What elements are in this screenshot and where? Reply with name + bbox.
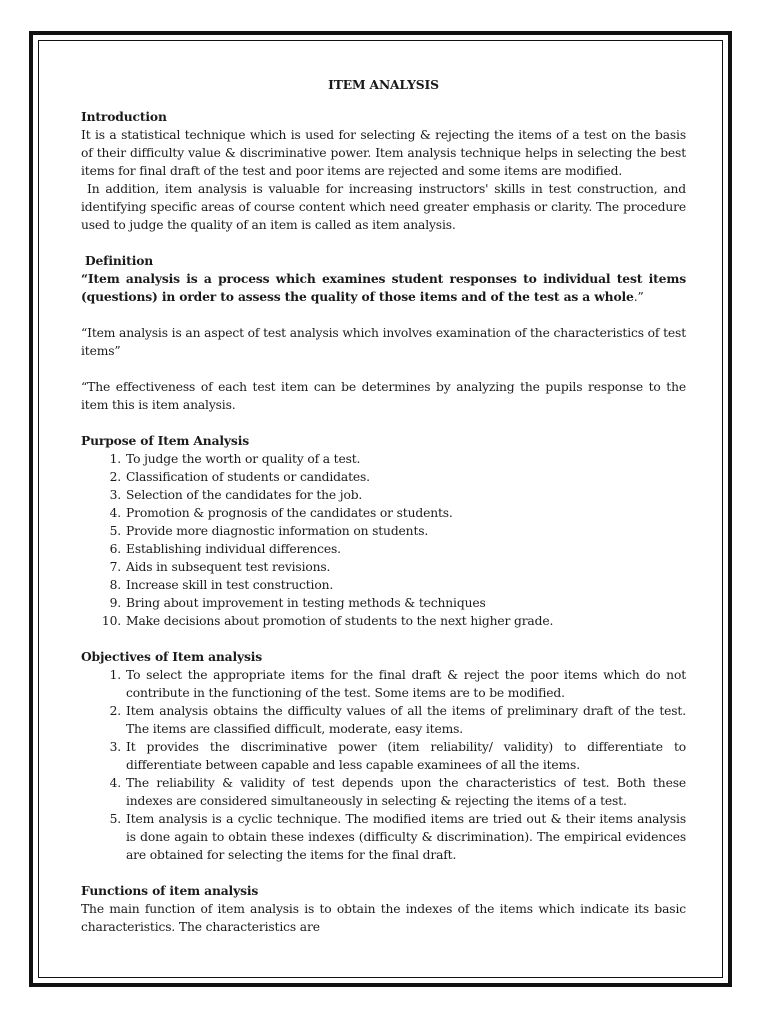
list-item: 3. It provides the discriminative power (item reliability/ validity) to differentiate to differentiate between capable and less capable examinees of all the items. <box>109 740 686 772</box>
introduction-paragraph-1: It is a statistical technique which is used for selecting & rejecting the items of a test on the basis of their difficulty value & discriminative power. Item analysis technique helps in selecting the best items for final draft of the test and poor items are rejected and some items are modified. <box>81 128 686 178</box>
list-item: 1. To select the appropriate items for the final draft & reject the poor items which do not contribute in the functioning of the test. Some items are to be modified. <box>109 668 686 700</box>
list-item: 8. Increase skill in test construction. <box>109 578 334 592</box>
document-title: ITEM ANALYSIS <box>328 77 439 92</box>
list-item: 7. Aids in subsequent test revisions. <box>109 560 331 574</box>
document-body <box>81 76 686 936</box>
objectives-list <box>81 666 686 864</box>
list-item: 2. Classification of students or candidates. <box>109 470 370 484</box>
functions-heading: Functions of item analysis <box>81 883 259 898</box>
functions-paragraph: The main function of item analysis is to obtain the indexes of the items which indicate its basic characteristics. The characteristics are <box>81 902 686 934</box>
definition-quote-3: “The effectiveness of each test item can be determines by analyzing the pupils response to the item this is item analysis. <box>81 380 686 412</box>
list-item: 5. Provide more diagnostic information on students. <box>109 524 429 538</box>
definition-heading: Definition <box>85 253 154 268</box>
purpose-list <box>81 450 686 630</box>
list-item: 4. The reliability & validity of test depends upon the characteristics of test. Both these indexes are considered simultaneously in selecting & rejecting the items of a test. <box>109 776 686 808</box>
definition-quote-1-text: “Item analysis is a process which examines student responses to individual test items (questions) in order to assess the quality of those items and of the test as a whole <box>81 271 686 304</box>
list-item: 2. Item analysis obtains the difficulty values of all the items of preliminary draft of the test. The items are classified difficult, moderate, easy items. <box>109 704 686 736</box>
list-item: 4. Promotion & prognosis of the candidates or students. <box>109 506 453 520</box>
list-item: 9. Bring about improvement in testing methods & techniques <box>109 596 486 610</box>
introduction-paragraph-2: In addition, item analysis is valuable for increasing instructors' skills in test construction, and identifying specific areas of course content which need greater emphasis or clarity. The procedure used to judge the quality of an item is called as item analysis. <box>81 182 686 232</box>
list-item: 6. Establishing individual differences. <box>109 542 341 556</box>
list-item: 3. Selection of the candidates for the job. <box>109 488 363 502</box>
list-item: 10. Make decisions about promotion of students to the next higher grade. <box>101 614 554 628</box>
list-item: 5. Item analysis is a cyclic technique. The modified items are tried out & their items analysis is done again to obtain these indexes (difficulty & discrimination). The empirical evidences are obtained for selecting the items for the final draft. <box>109 812 686 862</box>
definition-quote-1-end: .” <box>633 290 644 304</box>
definition-quote-1 <box>81 270 686 306</box>
objectives-heading: Objectives of Item analysis <box>81 649 263 664</box>
definition-quote-2: “Item analysis is an aspect of test analysis which involves examination of the characteristics of test items” <box>81 326 686 358</box>
introduction-heading: Introduction <box>81 109 167 124</box>
purpose-heading: Purpose of Item Analysis <box>81 433 249 448</box>
list-item: 1. To judge the worth or quality of a test. <box>109 452 361 466</box>
